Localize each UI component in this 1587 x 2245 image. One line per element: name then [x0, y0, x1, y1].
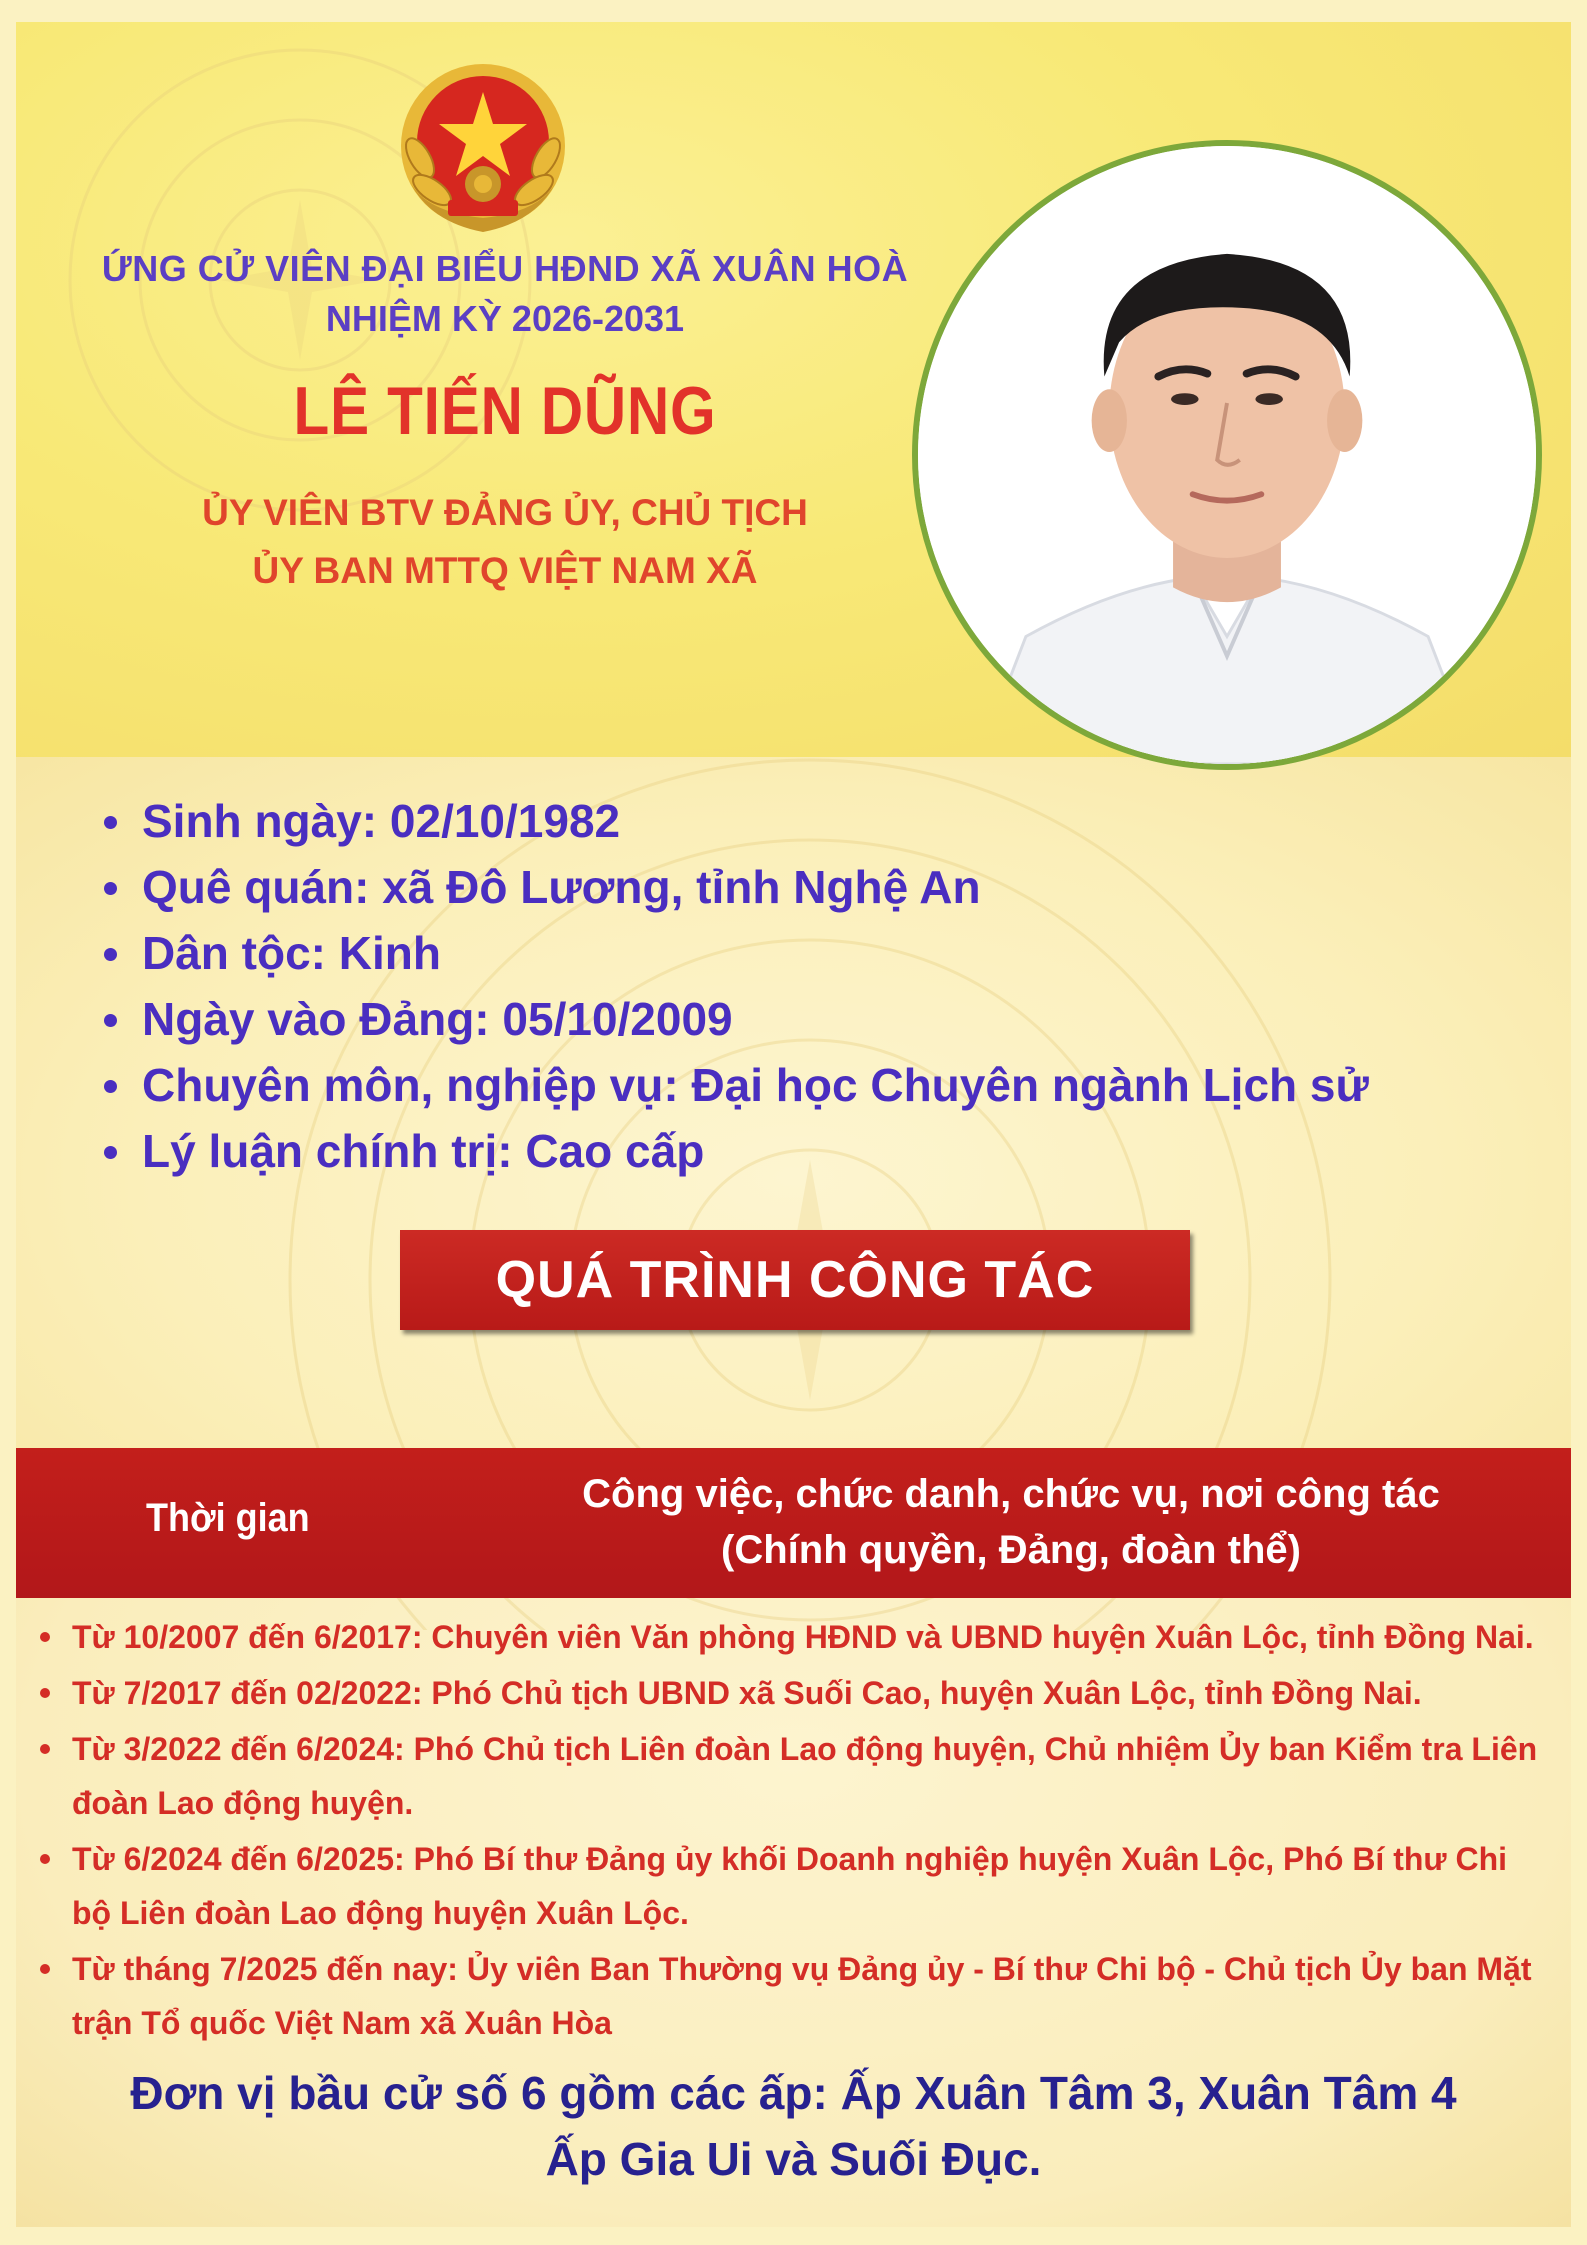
bio-birthdate: Sinh ngày: 02/10/1982 — [100, 788, 1500, 854]
position-line-2: ỦY BAN MTTQ VIỆT NAM XÃ — [252, 550, 758, 591]
career-entry: Từ 10/2007 đến 6/2017: Chuyên viên Văn phòng HĐND và UBND huyện Xuân Lộc, tỉnh Đồng Nai. — [34, 1610, 1554, 1664]
bio-profession: Chuyên môn, nghiệp vụ: Đại học Chuyên ngành Lịch sử — [100, 1052, 1500, 1118]
career-entry: Từ 6/2024 đến 6/2025: Phó Bí thư Đảng ủy khối Doanh nghiệp huyện Xuân Lộc, Phó Bí thư Chi bộ Liên đoàn Lao động huyện Xuân Lộc. — [34, 1832, 1554, 1940]
national-emblem-icon — [390, 62, 576, 240]
career-table-header — [16, 1448, 1571, 1598]
career-entry: Từ tháng 7/2025 đến nay: Ủy viên Ban Thường vụ Đảng ủy - Bí thư Chi bộ - Chủ tịch Ủy ban Mặt trận Tổ quốc Việt Nam xã Xuân Hòa — [34, 1942, 1554, 2050]
career-entry: Từ 7/2017 đến 02/2022: Phó Chủ tịch UBND xã Suối Cao, huyện Xuân Lộc, tỉnh Đồng Nai. — [34, 1666, 1554, 1720]
career-title: QUÁ TRÌNH CÔNG TÁC — [495, 1251, 1095, 1309]
electoral-unit-note — [40, 2060, 1547, 2192]
bio-ethnicity: Dân tộc: Kinh — [100, 920, 1500, 986]
portrait-frame — [912, 140, 1542, 770]
bio-political-theory: Lý luận chính trị: Cao cấp — [100, 1118, 1500, 1184]
column-header-time: Thời gian — [146, 1496, 310, 1540]
column-header-duty-line-2: (Chính quyền, Đảng, đoàn thể) — [721, 1528, 1301, 1572]
career-list — [34, 1610, 1554, 2052]
bio-hometown: Quê quán: xã Đô Lương, tỉnh Nghệ An — [100, 854, 1500, 920]
term-heading: NHIỆM KỲ 2026-2031 — [325, 298, 685, 339]
career-title-banner — [400, 1230, 1190, 1330]
bio-list — [100, 788, 1500, 1184]
column-header-duty-line-1: Công việc, chức danh, chức vụ, nơi công tác — [582, 1472, 1440, 1516]
position-line-1: ỦY VIÊN BTV ĐẢNG ỦY, CHỦ TỊCH — [202, 492, 808, 533]
electoral-unit-line-2: Ấp Gia Ui và Suối Đục. — [545, 2133, 1042, 2185]
candidate-portrait — [918, 146, 1536, 764]
bio-party-date: Ngày vào Đảng: 05/10/2009 — [100, 986, 1500, 1052]
electoral-unit-line-1: Đơn vị bầu cử số 6 gồm các ấp: Ấp Xuân Tâm 3, Xuân Tâm 4 — [130, 2067, 1457, 2119]
column-header-duty — [576, 1466, 1446, 1578]
career-entry: Từ 3/2022 đến 6/2024: Phó Chủ tịch Liên đoàn Lao động huyện, Chủ nhiệm Ủy ban Kiểm tra Liên đoàn Lao động huyện. — [34, 1722, 1554, 1830]
candidate-name: LÊ TIẾN DŨNG — [293, 373, 717, 449]
election-heading: ỨNG CỬ VIÊN ĐẠI BIỂU HĐND XÃ XUÂN HOÀ — [101, 248, 909, 289]
